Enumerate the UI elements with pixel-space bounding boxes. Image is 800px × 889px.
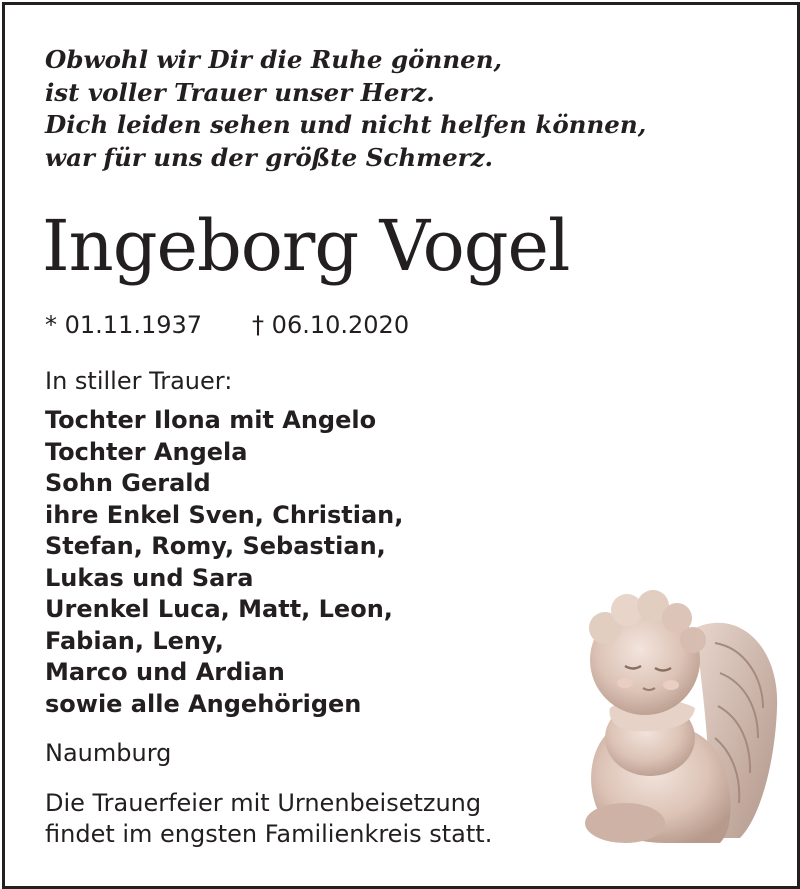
mourner-line: ihre Enkel Sven, Christian, [45,500,404,529]
memorial-poem [45,44,646,174]
mourning-intro: In stiller Trauer: [45,367,233,395]
mourner-line: Tochter Angela [45,437,248,466]
birth-date: * 01.11.1937 [45,311,203,339]
deceased-name: Ingeborg Vogel [42,205,570,287]
poem-line: Obwohl wir Dir die Ruhe gönnen, [45,45,503,74]
cherub-angel-figurine-icon [555,588,785,848]
notice-line: findet im engsten Familienkreis statt. [45,820,493,848]
mourner-line: sowie alle Angehörigen [45,689,362,718]
life-dates [45,310,409,340]
notice-line: Die Trauerfeier mit Urnenbeisetzung [45,789,482,817]
mourner-line: Fabian, Leny, [45,626,224,655]
poem-line: ist voller Trauer unser Herz. [45,77,435,107]
mourner-line: Lukas und Sara [45,563,254,592]
mourner-line: Urenkel Luca, Matt, Leon, [45,595,393,623]
mourner-line: Sohn Gerald [45,469,211,497]
mourners-list [45,405,403,720]
poem-line: Dich leiden sehen und nicht helfen können, [45,110,647,139]
mourner-line: Marco und Ardian [45,658,285,686]
death-date: † 06.10.2020 [252,311,410,339]
place-name: Naumburg [45,739,172,767]
poem-line: war für uns der größte Schmerz. [45,142,494,172]
funeral-notice [45,788,492,850]
mourner-line: Tochter Ilona mit Angelo [45,406,377,434]
mourner-line: Stefan, Romy, Sebastian, [45,532,386,560]
